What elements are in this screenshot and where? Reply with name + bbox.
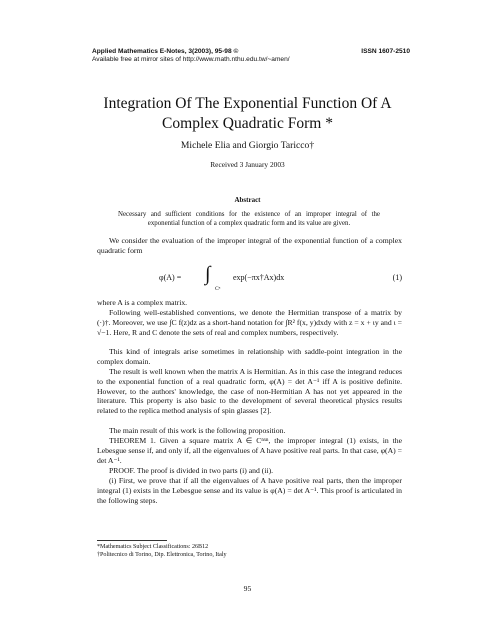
issn: ISSN 1607-2510: [361, 48, 410, 55]
where-paragraph: where A is a complex matrix.: [97, 298, 188, 307]
running-header: [92, 48, 410, 56]
page-number: 95: [243, 584, 252, 593]
equation-rhs: exp(−πx†Ax)dx: [233, 273, 285, 282]
received-date: Received 3 January 2003: [210, 160, 285, 169]
mirror-line: [92, 56, 410, 64]
abstract-text: Necessary and sufficient conditions for the existence of an improper integral of the exponential function of a complex quadratic form and its value are given.: [118, 211, 380, 227]
abstract-heading: Abstract: [234, 196, 261, 204]
equation-number: (1): [392, 273, 402, 282]
part-i-paragraph: (i) First, we prove that if all the eigenvalues of A have positive real parts, then the improper integral (1) exists in the Lebesgue sense and its value is φ(A) = det A⁻¹. This proof is articulated in the following steps.: [97, 476, 402, 505]
proof-paragraph: PROOF. The proof is divided in two parts (i) and (ii).: [109, 466, 274, 475]
theorem-paragraph: THEOREM 1. Given a square matrix A ∈ Cⁿˣⁿ, the improper integral (1) exists, in the Lebesgue sense if, and only if, all the eigenvalues of A have positive real parts. In that case, φ(A) = det A⁻¹.: [97, 436, 402, 465]
mirror-text: Available free at mirror sites of http://www.math.nthu.edu.tw/~amen/: [92, 56, 290, 63]
equation-lhs: φ(A) =: [159, 273, 182, 282]
title-line-1: Integration Of The Exponential Function Of A: [103, 95, 392, 112]
intro-paragraph: We consider the evaluation of the improper integral of the exponential function of a complex quadratic form: [97, 236, 402, 255]
equation-1: [97, 265, 402, 295]
footnote-1: *Mathematics Subject Classifications: 26B12: [97, 544, 209, 550]
main-result-paragraph: The main result of this work is the following proposition.: [109, 426, 286, 435]
footnote-rule: [97, 540, 167, 541]
saddle-paragraph: This kind of integrals arise sometimes in relationship with saddle-point integration in the complex domain.: [97, 347, 402, 366]
footnote-2: †Politecnico di Torino, Dip. Elettronica, Torino, Italy: [97, 552, 227, 558]
integral-sign-icon: ∫: [205, 263, 211, 285]
integral-domain: Cⁿ: [215, 286, 221, 292]
journal-citation: Applied Mathematics E-Notes, 3(2003), 95-98 ©: [92, 48, 239, 55]
conventions-paragraph: Following well-established conventions, we denote the Hermitian transpose of a matrix by (·)†. Moreover, we use ∫C f(z)dz as a short-hand notation for ∫R² f(x, y)dxdy with z = x + ιy and ι = √−1. Here, R and C denote the sets of real and complex numbers, respectively.: [97, 308, 402, 337]
title-line-2: Complex Quadratic Form *: [162, 115, 333, 132]
authors: Michele Elia and Giorgio Taricco†: [180, 140, 315, 151]
paper-title: [70, 94, 425, 134]
hermitian-paragraph: The result is well known when the matrix A is Hermitian. As in this case the integrand reduces to the exponential function of a real quadratic form, φ(A) = det A⁻¹ iff A is positive definite. However, to the authors' knowledge, the case of non-Hermitian A has not yet appeared in the literature. This property is also basic to the development of several theoretical physics results related to the replica method analysis of spin glasses [2].: [97, 367, 402, 416]
